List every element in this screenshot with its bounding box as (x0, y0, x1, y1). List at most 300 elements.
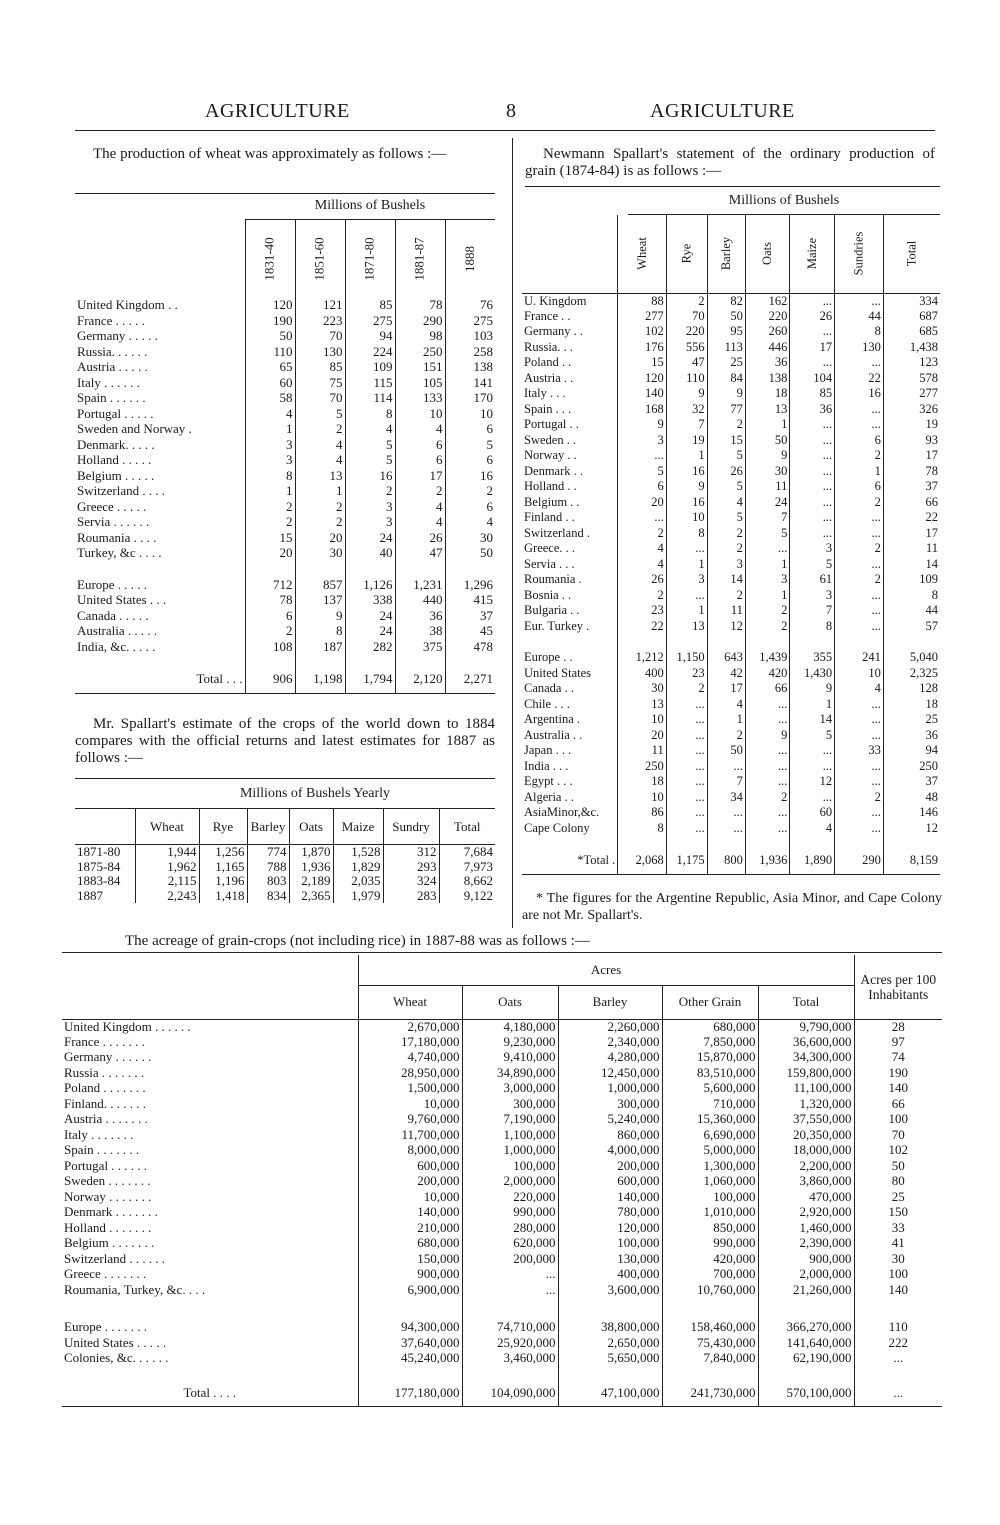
cell-value: 14 (790, 712, 835, 728)
cell-value: ... (707, 759, 745, 775)
row-label: Sweden . . . . . . . (62, 1174, 358, 1190)
newmann-intro: Newmann Spallart's statement of the ordinary production of grain (1874-84) is as follows :— (525, 146, 935, 179)
cell-value: 17 (790, 340, 835, 356)
table-row (522, 790, 940, 806)
table-row (62, 1050, 942, 1066)
cell-value: 17,180,000 (358, 1035, 462, 1051)
cell-value: ... (790, 355, 835, 371)
table-row (522, 386, 940, 402)
table-row (75, 624, 495, 640)
cell-value: 6 (835, 479, 884, 495)
cell-value: 850,000 (662, 1221, 758, 1237)
total-label: *Total . (522, 850, 618, 870)
row-label: Spain . . . (522, 402, 618, 418)
row-label: Russia . . . . . . . (62, 1066, 358, 1082)
table-row (522, 464, 940, 480)
table-row (75, 345, 495, 361)
cell-value: 275 (345, 314, 395, 330)
cell-value: 283 (383, 889, 439, 904)
cell-value: 88 (618, 293, 666, 309)
newmann-col-header: Total (904, 240, 919, 267)
row-label: Portugal . . . . . . (62, 1159, 358, 1175)
table-row (75, 298, 495, 314)
total-value: 1,794 (345, 669, 395, 689)
row-label: Eur. Turkey . (522, 619, 618, 635)
cell-value: 22 (835, 371, 884, 387)
cell-value: ... (618, 448, 666, 464)
cell-value: 2,000,000 (462, 1174, 558, 1190)
spallart-intro: Mr. Spallart's estimate of the crops of the world down to 1884 compares with the official returns and latest estimates for 1887 as follows :— (75, 716, 495, 766)
table-row (75, 469, 495, 485)
row-label: France . . (522, 309, 618, 325)
cell-value: 26 (618, 572, 666, 588)
acreage-per-header: Acres per 100 Inhabitants (860, 971, 937, 1002)
newmann-group-header: Millions of Bushels (728, 193, 840, 208)
cell-value: 138 (473, 359, 493, 375)
cell-value: 18,000,000 (758, 1143, 854, 1159)
cell-value: 2,000,000 (758, 1267, 854, 1283)
total-value: 1,198 (295, 669, 345, 689)
cell-value: 220 (666, 324, 707, 340)
table-row (62, 1081, 942, 1097)
cell-value: 1,126 (345, 578, 395, 594)
table-row (522, 526, 940, 542)
wheat-table-top-rule (75, 193, 495, 194)
cell-value: 1,418 (199, 889, 247, 904)
cell-value: 7 (790, 603, 835, 619)
cell-value: ... (666, 588, 707, 604)
cell-value: 1,060,000 (662, 1174, 758, 1190)
total-value: 241,730,000 (662, 1383, 758, 1403)
row-label: Italy . . . . . . . (62, 1128, 358, 1144)
cell-value: ... (745, 712, 789, 728)
cell-value: 109 (919, 572, 938, 587)
cell-value: 280,000 (462, 1221, 558, 1237)
table-row (62, 1035, 942, 1051)
cell-value: 2,390,000 (758, 1236, 854, 1252)
row-label: Austria . . (522, 371, 618, 387)
cell-value: 108 (245, 640, 295, 656)
cell-value: 37 (925, 479, 938, 494)
cell-value: 140 (888, 1281, 908, 1297)
cell-value: 2 (707, 588, 745, 604)
cell-value: 8 (666, 526, 707, 542)
cell-value: 42 (707, 666, 745, 682)
total-row (62, 1383, 942, 1403)
cell-value: 600,000 (358, 1159, 462, 1175)
cell-value: 1 (295, 484, 345, 500)
cell-value: 7,684 (463, 844, 493, 859)
cell-value: 2 (295, 500, 345, 516)
row-label: United States . . . (75, 593, 245, 609)
cell-value: 222 (888, 1334, 908, 1350)
cell-value: 15 (245, 531, 295, 547)
cell-value: 210,000 (358, 1221, 462, 1237)
cell-value: 44 (835, 309, 884, 325)
cell-value: 600,000 (558, 1174, 662, 1190)
cell-value: 250 (919, 758, 938, 773)
cell-value: 170 (473, 390, 493, 406)
cell-value: 5 (707, 448, 745, 464)
cell-value: 6 (486, 498, 493, 514)
cell-value: 86 (618, 805, 666, 821)
cell-value: 19 (925, 417, 938, 432)
cell-value: 4 (395, 500, 445, 516)
total-label: Total . . . (75, 669, 245, 689)
cell-value: 18 (618, 774, 666, 790)
cell-value: ... (835, 402, 884, 418)
cell-value: 420,000 (662, 1252, 758, 1268)
cell-value: 275 (473, 312, 493, 328)
cell-value: ... (462, 1283, 558, 1299)
cell-value: 4 (835, 681, 884, 697)
table-row (522, 572, 940, 588)
cell-value: 10,760,000 (662, 1283, 758, 1299)
cell-value: 1,212 (618, 650, 666, 666)
table-row (62, 1066, 942, 1082)
cell-value: 16 (345, 469, 395, 485)
cell-value: 6 (486, 452, 493, 468)
row-label: Italy . . . . . . (75, 376, 245, 392)
table-row (75, 500, 495, 516)
cell-value: 18 (925, 696, 938, 711)
table-row (62, 1159, 942, 1175)
cell-value: 30 (480, 529, 493, 545)
cell-value: 34,890,000 (462, 1066, 558, 1082)
table-row (75, 329, 495, 345)
cell-value: 470,000 (758, 1190, 854, 1206)
row-label: Holland . . . . . . . (62, 1221, 358, 1237)
cell-value: 990,000 (462, 1205, 558, 1221)
cell-value: 36 (790, 402, 835, 418)
cell-value: 282 (345, 640, 395, 656)
cell-value: 17 (925, 448, 938, 463)
cell-value: 76 (480, 297, 493, 313)
spallart-estimate-table (75, 808, 495, 903)
cell-value: 2 (618, 526, 666, 542)
cell-value: 100,000 (662, 1190, 758, 1206)
cell-value: 24 (745, 495, 789, 511)
cell-value: 643 (707, 650, 745, 666)
cell-value: ... (835, 603, 884, 619)
cell-value: 1 (745, 557, 789, 573)
cell-value: 94,300,000 (358, 1320, 462, 1336)
cell-value: 128 (919, 681, 938, 696)
cell-value: 22 (925, 510, 938, 525)
cell-value: 6 (618, 479, 666, 495)
cell-value: 5,000,000 (662, 1143, 758, 1159)
spallart-group-header: Millions of Bushels Yearly (239, 786, 391, 801)
cell-value: 8 (790, 619, 835, 635)
cell-value: ... (835, 712, 884, 728)
cell-value: 620,000 (462, 1236, 558, 1252)
cell-value: 20 (618, 495, 666, 511)
cell-value: 26 (395, 531, 445, 547)
cell-value: 258 (473, 343, 493, 359)
row-label: Italy . . . (522, 386, 618, 402)
cell-value: 120 (618, 371, 666, 387)
cell-value: 7,190,000 (462, 1112, 558, 1128)
cell-value: 37 (925, 774, 938, 789)
cell-value: 1,944 (135, 845, 199, 860)
table-row (522, 355, 940, 371)
cell-value: 2 (835, 790, 884, 806)
cell-value: 8 (345, 407, 395, 423)
cell-value: 4,740,000 (358, 1050, 462, 1066)
cell-value: 9 (295, 609, 345, 625)
acreage-col-header: Oats (462, 985, 558, 1019)
cell-value: 20 (618, 728, 666, 744)
cell-value: 4 (295, 438, 345, 454)
table-row (62, 1112, 942, 1128)
cell-value: 578 (919, 370, 938, 385)
row-label: France . . . . . . . (62, 1035, 358, 1051)
row-label: Germany . . . . . . (62, 1050, 358, 1066)
cell-value: ... (835, 417, 884, 433)
cell-value: 28,950,000 (358, 1066, 462, 1082)
table-row (62, 1174, 942, 1190)
cell-value: 34 (707, 790, 745, 806)
cell-value: 2,325 (909, 665, 938, 680)
cell-value: ... (745, 541, 789, 557)
cell-value: ... (835, 619, 884, 635)
table-row (522, 728, 940, 744)
row-label: Egypt . . . (522, 774, 618, 790)
cell-value: 3 (790, 541, 835, 557)
cell-value: 74,710,000 (462, 1320, 558, 1336)
cell-value: 2,260,000 (558, 1019, 662, 1035)
cell-value: 8 (835, 324, 884, 340)
cell-value: 1,979 (333, 889, 383, 904)
cell-value: 13 (618, 697, 666, 713)
cell-value: 2 (245, 515, 295, 531)
cell-value: 5 (707, 479, 745, 495)
acreage-col-header: Wheat (358, 985, 462, 1019)
row-label: Japan . . . (522, 743, 618, 759)
cell-value: 440 (395, 593, 445, 609)
cell-value: 224 (345, 345, 395, 361)
total-row (75, 669, 495, 689)
cell-value: 36 (925, 727, 938, 742)
table-row (522, 774, 940, 790)
table-row (62, 1097, 942, 1113)
cell-value: 137 (295, 593, 345, 609)
cell-value: 3 (666, 572, 707, 588)
cell-value: 4 (707, 697, 745, 713)
cell-value: 12 (790, 774, 835, 790)
row-label: Turkey, &c . . . . (75, 546, 245, 562)
row-label: Australia . . . . . (75, 624, 245, 640)
cell-value: ... (790, 433, 835, 449)
table-row (75, 546, 495, 562)
cell-value: 2 (707, 728, 745, 744)
cell-value: 15 (707, 433, 745, 449)
cell-value: 85 (790, 386, 835, 402)
cell-value: 66 (925, 494, 938, 509)
newmann-col-header: Oats (745, 215, 789, 293)
cell-value: 78 (395, 298, 445, 314)
cell-value: 3 (345, 515, 395, 531)
cell-value: 20 (295, 531, 345, 547)
cell-value: 1,460,000 (758, 1221, 854, 1237)
cell-value: 5,650,000 (558, 1351, 662, 1367)
cell-value: 2 (245, 624, 295, 640)
cell-value: 1,000,000 (558, 1081, 662, 1097)
cell-value: 2 (835, 495, 884, 511)
table-row (522, 479, 940, 495)
cell-value: 1 (745, 588, 789, 604)
cell-value: 47 (395, 546, 445, 562)
cell-value: 32 (666, 402, 707, 418)
cell-value: 123 (919, 355, 938, 370)
cell-value: 190 (888, 1064, 908, 1080)
cell-value: 10 (395, 407, 445, 423)
cell-value: 14 (925, 556, 938, 571)
newmann-footnote: * The figures for the Argentine Republic, Asia Minor, and Cape Colony are not Mr. Spallart's. (522, 891, 942, 923)
cell-value: 3 (745, 572, 789, 588)
table-row (75, 609, 495, 625)
total-row (522, 850, 940, 870)
cell-value: ... (790, 448, 835, 464)
cell-value: 104 (790, 371, 835, 387)
cell-value: 2,243 (135, 889, 199, 904)
total-value: 2,120 (395, 669, 445, 689)
cell-value: 300,000 (462, 1097, 558, 1113)
cell-value: 857 (295, 578, 345, 594)
cell-value: 75,430,000 (662, 1336, 758, 1352)
cell-value: 4 (395, 515, 445, 531)
cell-value: 15,870,000 (662, 1050, 758, 1066)
cell-value: ... (835, 355, 884, 371)
cell-value: ... (835, 728, 884, 744)
cell-value: 113 (707, 340, 745, 356)
total-value: 1,936 (745, 850, 789, 870)
cell-value: 788 (247, 860, 289, 875)
cell-value: 50 (480, 545, 493, 561)
cell-value: ... (745, 821, 789, 837)
newmann-spallart-table (522, 215, 940, 875)
cell-value: 138 (745, 371, 789, 387)
cell-value: 9,790,000 (758, 1019, 854, 1035)
row-label: Holland . . . . . (75, 453, 245, 469)
row-label: Portugal . . . . . (75, 407, 245, 423)
row-label: Norway . . (522, 448, 618, 464)
cell-value: 8 (618, 821, 666, 837)
cell-value: 48 (925, 789, 938, 804)
cell-value: ... (790, 759, 835, 775)
spallart-col-header: Rye (199, 809, 247, 845)
cell-value: 3 (245, 453, 295, 469)
cell-value: 6 (395, 438, 445, 454)
cell-value: 250 (395, 345, 445, 361)
total-value: 177,180,000 (358, 1383, 462, 1403)
cell-value: 50 (707, 743, 745, 759)
table-row (522, 402, 940, 418)
cell-value: 338 (345, 593, 395, 609)
wheat-col-header: 1831-40 (245, 220, 295, 298)
row-label: Denmark. . . . . (75, 438, 245, 454)
cell-value: 74 (891, 1049, 905, 1065)
cell-value: 1,870 (289, 845, 333, 860)
cell-value: 7,850,000 (662, 1035, 758, 1051)
cell-value: 15,360,000 (662, 1112, 758, 1128)
cell-value: 20,350,000 (758, 1128, 854, 1144)
cell-value: 114 (345, 391, 395, 407)
row-label: Belgium . . . . . . . (62, 1236, 358, 1252)
cell-value: 140,000 (558, 1190, 662, 1206)
table-row (522, 650, 940, 666)
cell-value: 8,662 (463, 873, 493, 889)
cell-value: 159,800,000 (758, 1066, 854, 1082)
cell-value: 293 (383, 860, 439, 875)
cell-value: 9 (618, 417, 666, 433)
newmann-col-header: Wheat (618, 215, 666, 293)
row-label: Bosnia . . (522, 588, 618, 604)
cell-value: 17 (707, 681, 745, 697)
cell-value: 9 (666, 386, 707, 402)
cell-value: 120 (245, 298, 295, 314)
cell-value: ... (835, 526, 884, 542)
cell-value: 58 (245, 391, 295, 407)
cell-value: 1 (666, 448, 707, 464)
table-row (75, 360, 495, 376)
cell-value: 2 (245, 500, 295, 516)
cell-value: 3 (245, 438, 295, 454)
cell-value: 1,150 (666, 650, 707, 666)
cell-value: 66 (745, 681, 789, 697)
cell-value: 26 (790, 309, 835, 325)
cell-value: 5 (707, 510, 745, 526)
running-head-left: AGRICULTURE (205, 100, 350, 122)
newmann-col-header: Barley (707, 215, 745, 293)
cell-value: 4 (245, 407, 295, 423)
cell-value: 2,189 (289, 874, 333, 889)
row-label: Greece. . . (522, 541, 618, 557)
cell-value: 2 (295, 422, 345, 438)
cell-value: 4,180,000 (462, 1019, 558, 1035)
cell-value: 3 (618, 433, 666, 449)
wheat-production-table (75, 220, 495, 694)
cell-value: 45,240,000 (358, 1351, 462, 1367)
row-label: Europe . . . . . . . (62, 1320, 358, 1336)
cell-value: 4 (707, 495, 745, 511)
cell-value: 47 (666, 355, 707, 371)
row-label: Germany . . . . . (75, 329, 245, 345)
cell-value: 141,640,000 (758, 1336, 854, 1352)
cell-value: 22 (618, 619, 666, 635)
table-row (75, 484, 495, 500)
table-row (522, 417, 940, 433)
table-row (75, 593, 495, 609)
row-label: 1875-84 (75, 860, 135, 875)
cell-value: 30 (745, 464, 789, 480)
cell-value: 4 (618, 541, 666, 557)
cell-value: 40 (345, 546, 395, 562)
cell-value: 24 (345, 531, 395, 547)
cell-value: 16 (480, 467, 493, 483)
cell-value: 8 (295, 624, 345, 640)
cell-value: 780,000 (558, 1205, 662, 1221)
cell-value: 1 (666, 557, 707, 573)
cell-value: 85 (345, 298, 395, 314)
cell-value: 140 (888, 1080, 908, 1096)
table-row (62, 1283, 942, 1299)
cell-value: 2 (666, 293, 707, 309)
cell-value: 687 (919, 308, 938, 323)
cell-value: 5 (790, 728, 835, 744)
cell-value: 200,000 (358, 1174, 462, 1190)
row-label: Finland . . (522, 510, 618, 526)
